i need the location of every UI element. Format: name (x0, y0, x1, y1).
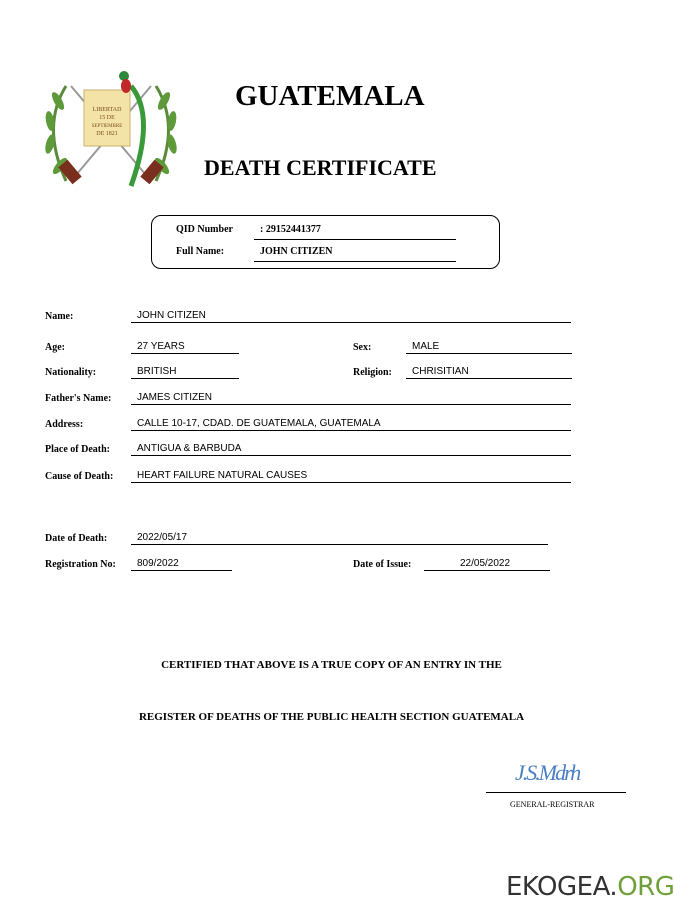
place-label: Place of Death: (45, 444, 110, 455)
date-death-label: Date of Death: (45, 533, 108, 544)
registration-label: Registration No: (45, 559, 116, 570)
age-line (131, 353, 239, 354)
age-value: 27 YEARS (137, 341, 185, 352)
svg-text:DE 1821: DE 1821 (96, 131, 118, 137)
father-label: Father's Name: (45, 393, 112, 404)
svg-text:15 DE: 15 DE (99, 115, 115, 121)
name-label: Name: (45, 311, 74, 322)
nationality-label: Nationality: (45, 367, 97, 378)
date-death-value: 2022/05/17 (137, 532, 188, 543)
nationality-value: BRITISH (137, 366, 177, 377)
registrar-title: GENERAL-REGISTRAR (510, 800, 595, 809)
qid-label: QID Number (176, 224, 233, 235)
address-value: CALLE 10-17, CDAD. DE GUATEMALA, GUATEMALA (137, 418, 381, 429)
address-label: Address: (45, 419, 84, 430)
sex-label: Sex: (353, 342, 372, 353)
father-value: JAMES CITIZEN (137, 392, 213, 403)
watermark-main: EKOGEA. (506, 872, 618, 902)
svg-text:LIBERTAD: LIBERTAD (92, 107, 122, 113)
age-label: Age: (45, 342, 65, 353)
issue-date-line (424, 570, 550, 571)
certification-line-2: REGISTER OF DEATHS OF THE PUBLIC HEALTH SECTION GUATEMALA (138, 711, 525, 723)
nationality-line (131, 378, 239, 379)
sex-line (406, 353, 572, 354)
country-title: GUATEMALA (235, 80, 425, 112)
place-line (131, 455, 571, 456)
address-line (131, 430, 571, 431)
fullname-value: JOHN CITIZEN (260, 246, 333, 257)
registration-line (131, 570, 232, 571)
document-title: DEATH CERTIFICATE (204, 155, 437, 180)
certification-line-1: CERTIFIED THAT ABOVE IS A TRUE COPY OF AN ENTRY IN THE (161, 659, 502, 671)
svg-text:SEPTIEMBRE: SEPTIEMBRE (91, 124, 123, 129)
registrar-signature: J.S.Mdrh (515, 760, 580, 785)
fullname-label: Full Name: (176, 246, 225, 257)
cause-line (131, 482, 571, 483)
watermark-logo (506, 872, 674, 902)
cause-label: Cause of Death: (45, 471, 114, 482)
name-value: JOHN CITIZEN (137, 310, 206, 321)
registration-value: 809/2022 (137, 558, 179, 569)
father-line (131, 404, 571, 405)
place-value: ANTIGUA & BARBUDA (137, 443, 242, 454)
religion-line (406, 378, 572, 379)
watermark-accent: ORG (617, 872, 674, 902)
religion-label: Religion: (353, 367, 392, 378)
signature-line (486, 792, 626, 793)
cause-value: HEART FAILURE NATURAL CAUSES (137, 470, 308, 481)
religion-value: CHRISITIAN (412, 366, 469, 377)
date-death-line (131, 544, 548, 545)
issue-date-value: 22/05/2022 (460, 558, 511, 569)
qid-underline (254, 239, 456, 240)
coat-of-arms-emblem (36, 66, 186, 196)
name-line (131, 322, 571, 323)
fullname-underline (254, 261, 456, 262)
issue-date-label: Date of Issue: (353, 559, 412, 570)
qid-value: : 29152441377 (260, 224, 321, 235)
sex-value: MALE (412, 341, 440, 352)
